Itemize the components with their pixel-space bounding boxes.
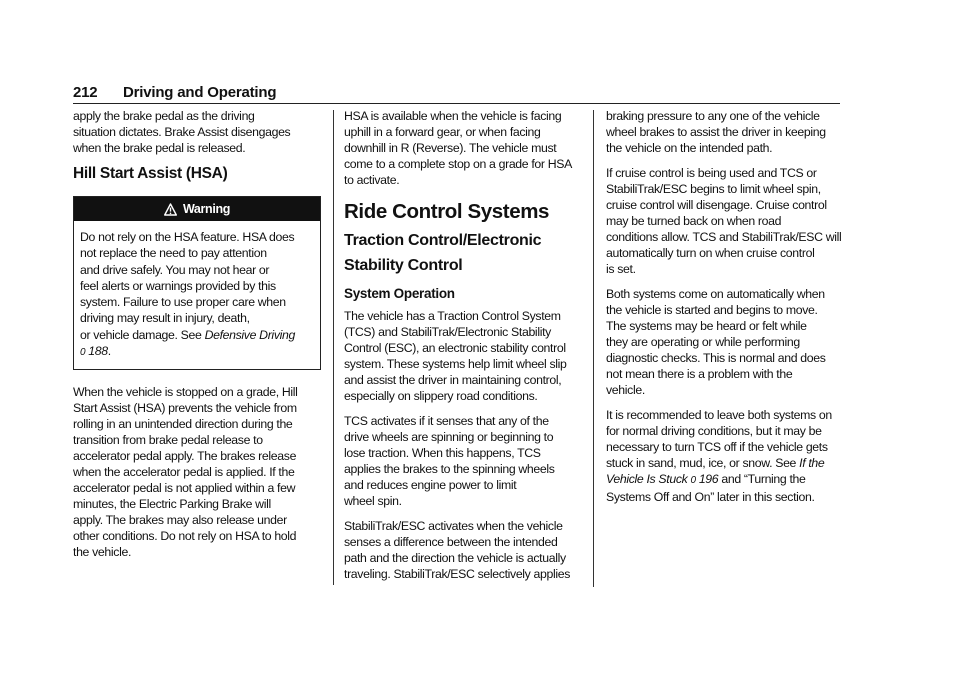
esc-activation: StabiliTrak/ESC activates when the vehicle senses a difference between the intended path and the direction the vehicle is actually traveling. StabiliTrak/ESC selectively applies [344, 519, 571, 581]
column-divider [593, 110, 594, 587]
column-divider [333, 110, 334, 585]
column-1 [73, 108, 323, 569]
warning-header [74, 197, 320, 221]
page-ref-icon: 0 [690, 475, 696, 486]
warning-ref-end: . [107, 344, 111, 359]
warning-box [73, 196, 321, 370]
warning-triangle-icon [164, 203, 177, 216]
column-2 [344, 108, 584, 591]
ride-control-heading: Ride Control Systems [344, 200, 550, 223]
esc-continued: braking pressure to any one of the vehicle wheel brakes to assist the driver in keeping the vehicle on the intended path. [606, 109, 826, 155]
warning-ref-page[interactable]: 188 [88, 344, 108, 359]
intro-paragraph: apply the brake pedal as the driving situation dictates. Brake Assist disengages when the brake pedal is released. [73, 109, 291, 155]
tcs-intro: The vehicle has a Traction Control System (TCS) and StabiliTrak/Electronic Stability Control (ESC), an electronic stability control system. These systems help limit wheel slip and assist the driver in maintaining control, especially on slippery road conditions. [344, 309, 567, 403]
warning-body [74, 221, 320, 369]
stuck-ref-page[interactable]: 196 [698, 472, 719, 486]
cruise-control-note: If cruise control is being used and TCS or StabiliTrak/ESC begins to limit wheel spin, cruise control will disengage. Cruise control may be turned back on when road conditions allow. TCS and StabiliTrak/ESC will automatically turn on when cruise control is set. [606, 166, 842, 276]
hsa-availability: HSA is available when the vehicle is facing uphill in a forward gear, or when facing downhill in R (Reverse). The vehicle must come to a complete stop on a grade for HSA to activate. [344, 109, 572, 187]
stuck-ref-link-b[interactable]: Vehicle Is Stuck [606, 472, 688, 486]
section-title: Driving and Operating [123, 84, 277, 101]
recommendation-tail: and “Turning the Systems Off and On” later in this section. [606, 472, 815, 504]
stuck-ref-link-a[interactable]: If the [799, 456, 825, 470]
recommendation-paragraph [606, 407, 846, 505]
hsa-body: When the vehicle is stopped on a grade, Hill Start Assist (HSA) prevents the vehicle from rolling in an unintended direction during the transition from brake pedal release to accelerator pedal apply. The brakes release when the accelerator pedal is applied. If the accelerator pedal is not applied within a few minutes, the Electric Parking Brake will apply. The brakes may also release under other conditions. Do not rely on HSA to hold the vehicle. [73, 385, 298, 560]
hsa-heading: Hill Start Assist (HSA) [73, 165, 228, 182]
system-operation-heading: System Operation [344, 286, 455, 301]
warning-text: Do not rely on the HSA feature. HSA does not replace the need to pay attention and drive safely. You may not hear or feel alerts or warnings provided by this system. Failure to use proper care when driving may result in injury, death, or vehicle damage. See [80, 230, 295, 342]
auto-on-note: Both systems come on automatically when the vehicle is started and begins to move. The systems may be heard or felt while they are operating or while performing diagnostic checks. This is normal and does not mean there is a problem with the vehicle. [606, 287, 826, 397]
warning-ref-link[interactable]: Defensive Driving [204, 327, 295, 342]
traction-control-heading: Traction Control/Electronic Stability Control [344, 232, 542, 274]
recommendation-text: It is recommended to leave both systems on for normal driving conditions, but it may be necessary to turn TCS off if the vehicle gets stuck in sand, mud, ice, or snow. See [606, 408, 832, 470]
column-3 [606, 108, 846, 514]
warning-label: Warning [182, 202, 231, 216]
page-number: 212 [73, 84, 98, 101]
header-rule [73, 103, 840, 104]
tcs-activation: TCS activates if it senses that any of the drive wheels are spinning or beginning to lose traction. When this happens, TCS applies the brakes to the spinning wheels and reduces engine power to limit wheel spin. [344, 414, 555, 508]
page-ref-icon: 0 [80, 347, 86, 359]
